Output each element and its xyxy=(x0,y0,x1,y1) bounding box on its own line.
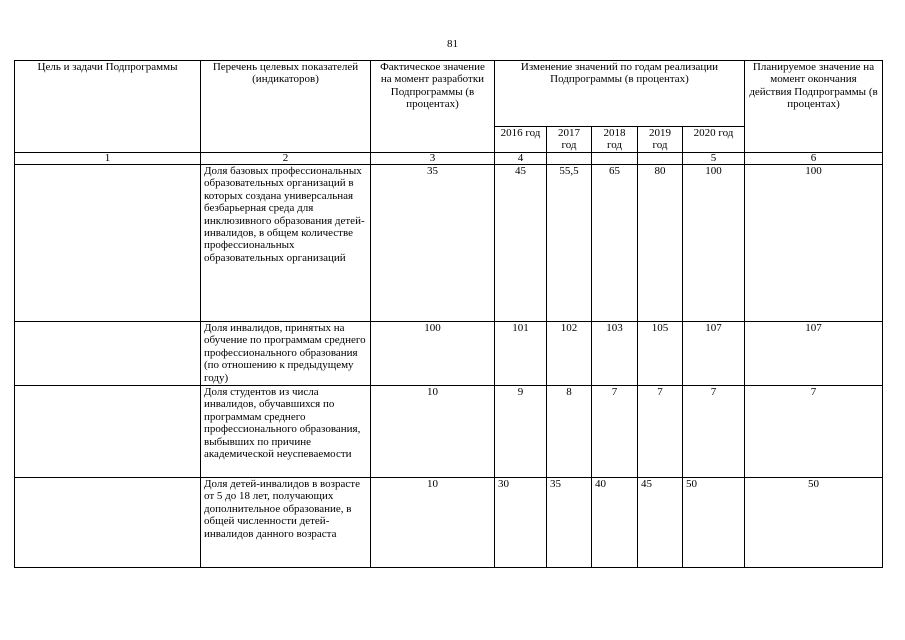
table-row xyxy=(15,322,883,386)
header-planned-value: Планируемое значение на момент окончания действия Подпрограммы (в процентах) xyxy=(745,61,883,153)
indicator-cell: Доля студентов из числа инвалидов, обучавшихся по программам среднего профессионального образования, выбывших по причине академической неуспеваемости xyxy=(201,386,371,478)
year-value-cell: 7 xyxy=(683,386,745,478)
year-value-cell: 40 xyxy=(592,478,638,568)
column-number: 5 xyxy=(683,153,745,165)
indicator-cell: Доля инвалидов, принятых на обучение по программам среднего профессионального образования (по отношению к предыдущему году) xyxy=(201,322,371,386)
column-number xyxy=(547,153,592,165)
indicators-table xyxy=(14,60,883,568)
planned-value-cell: 50 xyxy=(745,478,883,568)
header-goal: Цель и задачи Подпрограммы xyxy=(15,61,201,153)
header-yearly-change: Изменение значений по годам реализации Подпрограммы (в процентах) xyxy=(495,61,745,127)
column-number: 2 xyxy=(201,153,371,165)
year-value-cell: 8 xyxy=(547,386,592,478)
year-value-cell: 101 xyxy=(495,322,547,386)
year-value-cell: 35 xyxy=(547,478,592,568)
year-value-cell: 105 xyxy=(638,322,683,386)
indicator-cell: Доля базовых профессиональных образовательных организаций в которых создана универсальная безбарьерная среда для инклюзивного образования детей-инвалидов, в общем количестве профессиональных образовательных организаций xyxy=(201,165,371,322)
year-value-cell: 50 xyxy=(683,478,745,568)
table-row xyxy=(15,478,883,568)
page-number: 81 xyxy=(447,38,458,50)
planned-value-cell: 7 xyxy=(745,386,883,478)
goal-cell xyxy=(15,478,201,568)
column-number-row xyxy=(15,153,883,165)
column-number: 6 xyxy=(745,153,883,165)
year-value-cell: 9 xyxy=(495,386,547,478)
year-value-cell: 102 xyxy=(547,322,592,386)
year-value-cell: 7 xyxy=(638,386,683,478)
header-year-2016: 2016 год xyxy=(495,127,547,153)
header-year-2017: 2017 год xyxy=(547,127,592,153)
actual-value-cell: 10 xyxy=(371,478,495,568)
goal-cell xyxy=(15,322,201,386)
year-value-cell: 80 xyxy=(638,165,683,322)
year-value-cell: 7 xyxy=(592,386,638,478)
column-number: 1 xyxy=(15,153,201,165)
column-number: 4 xyxy=(495,153,547,165)
goal-cell xyxy=(15,165,201,322)
goal-cell xyxy=(15,386,201,478)
year-value-cell: 103 xyxy=(592,322,638,386)
column-number xyxy=(592,153,638,165)
actual-value-cell: 100 xyxy=(371,322,495,386)
planned-value-cell: 100 xyxy=(745,165,883,322)
header-indicators: Перечень целевых показателей (индикаторов) xyxy=(201,61,371,153)
year-value-cell: 45 xyxy=(495,165,547,322)
header-year-2020: 2020 год xyxy=(683,127,745,153)
year-value-cell: 45 xyxy=(638,478,683,568)
table-row xyxy=(15,165,883,322)
year-value-cell: 107 xyxy=(683,322,745,386)
column-number: 3 xyxy=(371,153,495,165)
year-value-cell: 55,5 xyxy=(547,165,592,322)
planned-value-cell: 107 xyxy=(745,322,883,386)
header-year-2018: 2018 год xyxy=(592,127,638,153)
indicator-cell: Доля детей-инвалидов в возрасте от 5 до 18 лет, получающих дополнительное образование, в общей численности детей-инвалидов данного возраста xyxy=(201,478,371,568)
actual-value-cell: 35 xyxy=(371,165,495,322)
year-value-cell: 30 xyxy=(495,478,547,568)
actual-value-cell: 10 xyxy=(371,386,495,478)
year-value-cell: 65 xyxy=(592,165,638,322)
header-actual-value: Фактическое значение на момент разработки Подпрограммы (в процентах) xyxy=(371,61,495,153)
header-year-2019: 2019 год xyxy=(638,127,683,153)
table-row xyxy=(15,386,883,478)
year-value-cell: 100 xyxy=(683,165,745,322)
column-number xyxy=(638,153,683,165)
